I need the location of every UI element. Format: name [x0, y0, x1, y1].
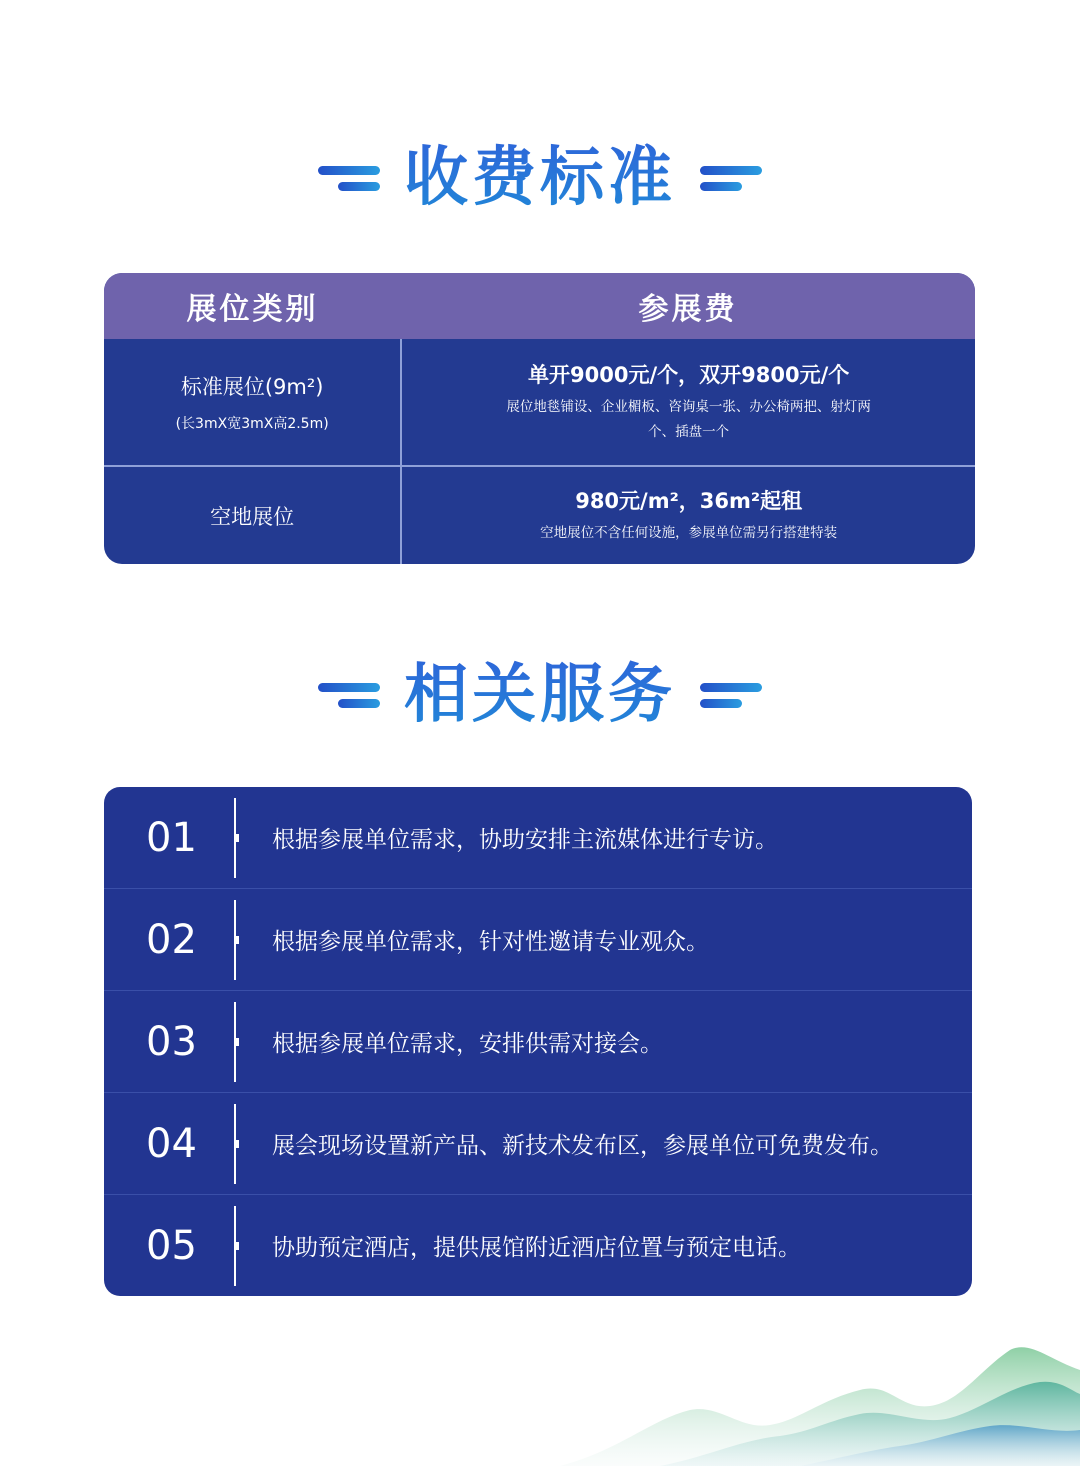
list-item — [104, 1195, 972, 1296]
service-text: 根据参展单位需求，安排供需对接会。 — [272, 1031, 663, 1057]
booth-fee-cell — [402, 339, 975, 465]
booth-name: 空地展位 — [210, 504, 295, 529]
fee-table-header — [104, 273, 975, 339]
service-number: 05 — [146, 1222, 197, 1269]
heading-decoration-left — [318, 160, 380, 196]
service-divider — [234, 900, 236, 980]
service-divider — [234, 1002, 236, 1082]
list-item — [104, 889, 972, 991]
mountain-decoration-icon — [540, 1330, 1080, 1466]
service-divider — [234, 1104, 236, 1184]
fees-title: 收费标准 — [404, 133, 676, 223]
booth-description: 展位地毯铺设、企业楣板、咨询桌一张、办公椅两把、射灯两个、插盘一个 — [506, 399, 871, 440]
booth-size: (长3mX宽3mX高2.5m) — [175, 416, 329, 432]
booth-category-cell — [104, 467, 402, 564]
table-row — [104, 467, 975, 564]
list-item — [104, 991, 972, 1093]
booth-description: 空地展位不含任何设施，参展单位需另行搭建特装 — [540, 525, 838, 541]
service-number: 04 — [146, 1120, 197, 1167]
booth-name: 标准展位(9m²) — [180, 375, 324, 399]
service-text: 展会现场设置新产品、新技术发布区，参展单位可免费发布。 — [272, 1133, 893, 1159]
booth-price: 单开9000元/个，双开9800元/个 — [528, 363, 850, 387]
service-text: 根据参展单位需求，协助安排主流媒体进行专访。 — [272, 827, 778, 853]
list-item — [104, 787, 972, 889]
service-divider — [234, 1206, 236, 1286]
services-heading — [0, 650, 1080, 740]
list-item — [104, 1093, 972, 1195]
service-text: 协助预定酒店，提供展馆附近酒店位置与预定电话。 — [272, 1235, 801, 1261]
service-number: 03 — [146, 1018, 197, 1065]
services-title: 相关服务 — [404, 650, 676, 740]
fee-table — [104, 273, 975, 564]
heading-decoration-left — [318, 677, 380, 713]
booth-fee-cell — [402, 467, 975, 564]
heading-decoration-right — [700, 677, 762, 713]
heading-decoration-right — [700, 160, 762, 196]
service-divider — [234, 798, 236, 878]
services-list — [104, 787, 972, 1296]
fees-heading — [0, 133, 1080, 223]
header-category: 展位类别 — [186, 292, 319, 327]
service-text: 根据参展单位需求，针对性邀请专业观众。 — [272, 929, 709, 955]
booth-price: 980元/m²，36m²起租 — [575, 489, 803, 513]
service-number: 02 — [146, 916, 197, 963]
table-row — [104, 339, 975, 467]
header-fee: 参展费 — [638, 292, 738, 327]
service-number: 01 — [146, 814, 197, 861]
booth-category-cell — [104, 339, 402, 465]
